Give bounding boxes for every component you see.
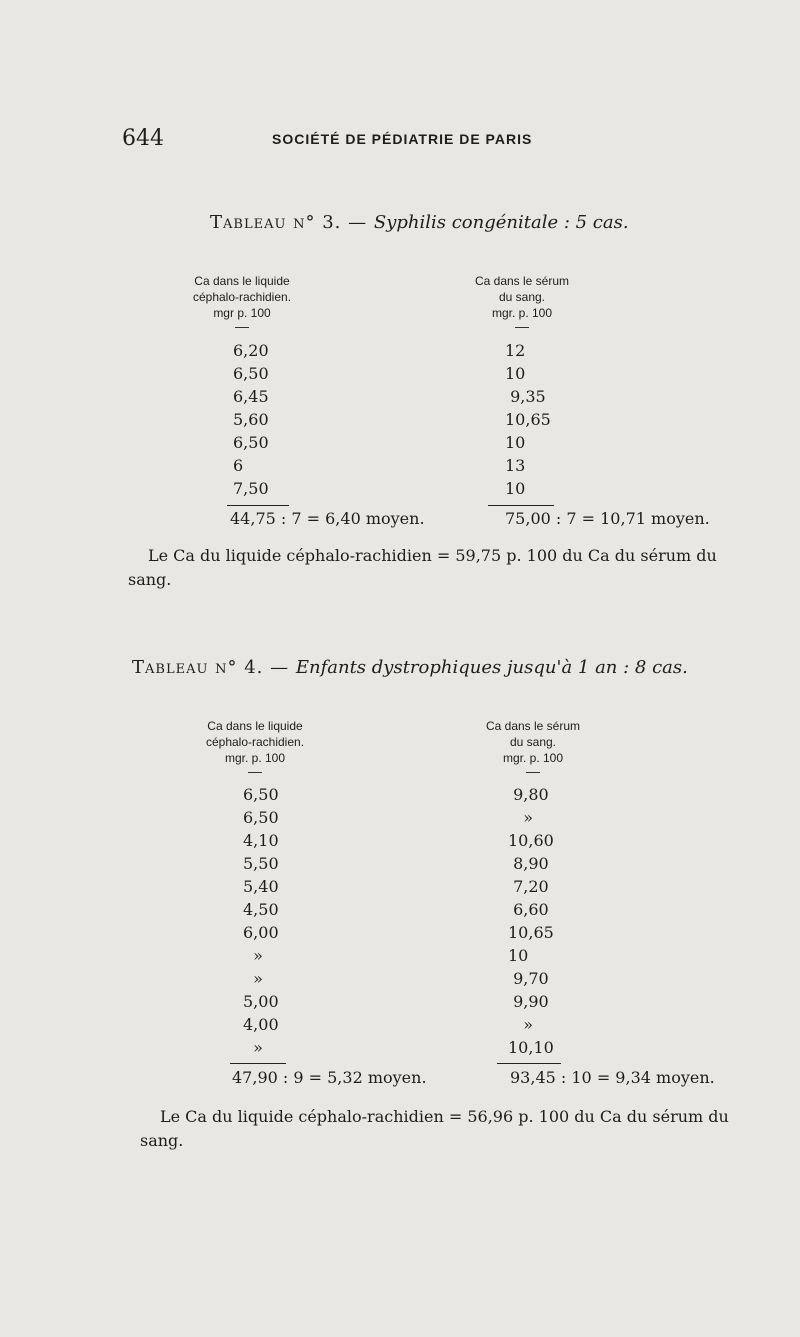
table-3-left-value: 6,50 xyxy=(233,364,269,383)
table-4-left-header xyxy=(165,718,345,773)
table-4-right-value: 9,90 xyxy=(508,992,549,1011)
table-3-left-header-dash xyxy=(235,327,249,328)
table-3-left-value: 6 xyxy=(233,456,244,475)
table-4-left-value: 6,50 xyxy=(243,785,279,804)
table-4-left-value: 4,00 xyxy=(243,1015,279,1034)
table-4-left-value: 4,50 xyxy=(243,900,279,919)
table-3-left-value: 7,50 xyxy=(233,479,269,498)
table-3-left-value: 6,50 xyxy=(233,433,269,452)
table-3-right-value: 10 xyxy=(505,479,526,498)
table-4-right-value: 10,65 xyxy=(508,923,554,942)
table-3-right-value: 10 xyxy=(505,433,526,452)
table-4-right-value: » xyxy=(508,808,534,827)
table-3-right-sum: 75,00 : 7 = 10,71 moyen. xyxy=(505,509,710,528)
table-3-title xyxy=(210,212,629,233)
table-3-right-header-dash xyxy=(515,327,529,328)
table-3-left-values xyxy=(233,339,269,500)
table-3-left-header-line1: Ca dans le liquide xyxy=(194,274,290,288)
running-title: SOCIÉTÉ DE PÉDIATRIE DE PARIS xyxy=(272,131,533,147)
table-4-left-value: 5,40 xyxy=(243,877,279,896)
table-4-left-value: » xyxy=(243,1038,263,1057)
table-4-left-values xyxy=(243,783,279,1059)
table-4-right-value: 9,80 xyxy=(508,785,549,804)
table-4-right-value: 6,60 xyxy=(508,900,549,919)
table-4-left-value: » xyxy=(243,969,263,988)
table-3-right-sum-rule xyxy=(488,505,554,506)
table-4-title xyxy=(132,657,688,678)
table-3-right-value: 12 xyxy=(505,341,526,360)
table-3-right-header-line3: mgr. p. 100 xyxy=(491,306,553,320)
table-4-right-sum-rule xyxy=(497,1063,561,1064)
table-4-title-subject: Enfants dystrophiques jusqu'à 1 an : 8 cas. xyxy=(295,657,688,678)
table-4-right-header-dash xyxy=(526,772,540,773)
table-4-conclusion: Le Ca du liquide céphalo-rachidien = 56,96 p. 100 du Ca du sérum du sang. xyxy=(140,1107,729,1150)
table-3-conclusion: Le Ca du liquide céphalo-rachidien = 59,75 p. 100 du Ca du sérum du sang. xyxy=(128,546,717,589)
table-4-right-sum: 93,45 : 10 = 9,34 moyen. xyxy=(510,1068,715,1087)
table-4-right-value: 10,10 xyxy=(508,1038,554,1057)
table-4-right-header xyxy=(443,718,623,773)
table-3-right-header-line2: du sang. xyxy=(498,290,546,304)
table-4-left-sum-rule xyxy=(230,1063,286,1064)
table-4-right-value: 9,70 xyxy=(508,969,549,988)
table-4-left-header-dash xyxy=(248,772,262,773)
table-3-left-value: 5,60 xyxy=(233,410,269,429)
table-3-title-prefix: Tableau n° 3. — xyxy=(210,212,374,233)
table-4-left-value: 6,50 xyxy=(243,808,279,827)
table-4-left-header-line2: céphalo-rachidien. xyxy=(205,735,305,749)
table-4-right-value: 7,20 xyxy=(508,877,549,896)
table-3-left-sum: 44,75 : 7 = 6,40 moyen. xyxy=(230,509,425,528)
table-4-left-value: 5,00 xyxy=(243,992,279,1011)
table-4-left-value: 6,00 xyxy=(243,923,279,942)
table-3-right-value: 10 xyxy=(505,364,526,383)
table-4-left-value: » xyxy=(243,946,263,965)
table-4-right-value: » xyxy=(508,1015,534,1034)
table-4-right-value: 8,90 xyxy=(508,854,549,873)
table-4-left-header-line3: mgr. p. 100 xyxy=(224,751,286,765)
table-4-title-prefix: Tableau n° 4. — xyxy=(132,657,296,678)
table-4-right-header-line1: Ca dans le sérum xyxy=(485,719,581,733)
page-number: 644 xyxy=(122,126,164,151)
table-4-left-sum: 47,90 : 9 = 5,32 moyen. xyxy=(232,1068,427,1087)
table-3-left-header xyxy=(152,273,332,328)
table-4-right-values xyxy=(508,783,554,1059)
table-3-right-value: 10,65 xyxy=(505,410,551,429)
table-3-right-value: 13 xyxy=(505,456,526,475)
table-3-left-value: 6,20 xyxy=(233,341,269,360)
table-3-left-value: 6,45 xyxy=(233,387,269,406)
table-3-right-header xyxy=(432,273,612,328)
table-3-right-value: 9,35 xyxy=(505,387,546,406)
table-4-right-value: 10,60 xyxy=(508,831,554,850)
table-4-right-header-line2: du sang. xyxy=(509,735,557,749)
table-3-left-header-line3: mgr p. 100 xyxy=(213,306,271,320)
table-3-right-values xyxy=(505,339,551,500)
table-4-left-value: 4,10 xyxy=(243,831,279,850)
table-3-left-sum-rule xyxy=(227,505,289,506)
table-4-right-header-line3: mgr. p. 100 xyxy=(502,751,564,765)
table-3-right-header-line1: Ca dans le sérum xyxy=(474,274,570,288)
table-4-right-value: 10 xyxy=(508,946,529,965)
table-4-left-header-line1: Ca dans le liquide xyxy=(207,719,303,733)
table-4-left-value: 5,50 xyxy=(243,854,279,873)
table-3-left-header-line2: céphalo-rachidien. xyxy=(192,290,292,304)
table-3-title-subject: Syphilis congénitale : 5 cas. xyxy=(373,212,629,233)
